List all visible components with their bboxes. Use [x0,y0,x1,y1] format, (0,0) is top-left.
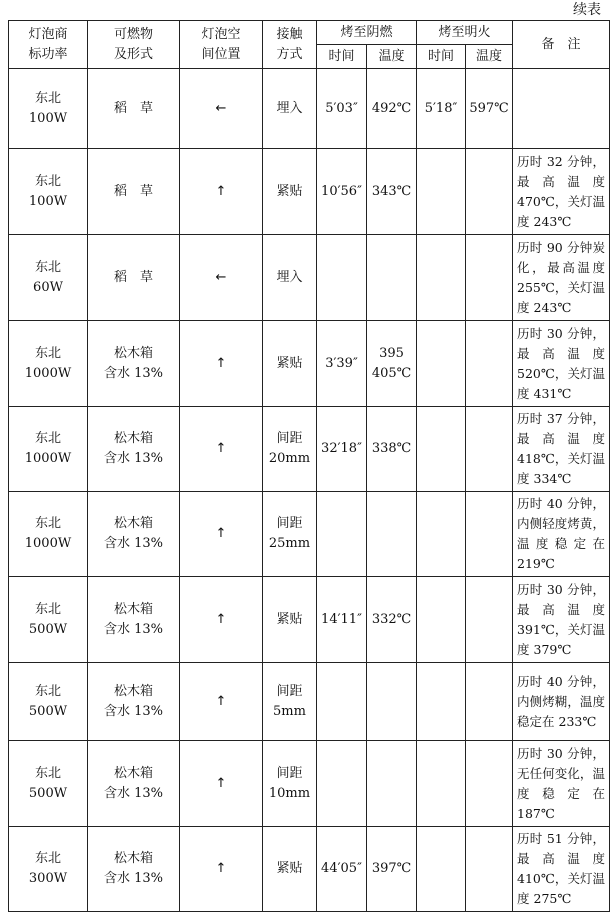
cell-lamp [9,407,88,492]
cell-lamp-line: 东北 [34,601,61,617]
cell-flame-time [417,235,466,321]
header-lamp-line: 灯泡商 [28,26,68,42]
cell-lamp-line: 500W [28,703,68,719]
cell-contact [263,235,317,321]
cell-flame-time [417,492,466,577]
header-lamp-line: 标功率 [28,46,68,62]
cell-flame-time [417,407,466,492]
header-position [180,21,263,69]
cell-smolder-temperature [367,492,417,577]
header-material-line: 及形式 [113,46,153,62]
cell-material-line: 含水 13% [103,871,164,886]
cell-remarks: 历时 30 分钟，最高温度 391℃，关灯温度 379℃ [513,577,610,663]
cell-material-line: 松木箱 [113,431,153,446]
cell-smolder-temperature [367,69,417,149]
cell-lamp [9,69,88,149]
cell-flame-temperature [466,577,513,663]
table-row [9,149,610,235]
cell-lamp-line: 东北 [34,259,61,275]
cell-flame-time [417,741,466,827]
cell-smolder-temperature-line: 405℃ [371,365,412,381]
cell-smolder-temperature [367,407,417,492]
cell-smolder-temperature [367,149,417,235]
table-row [9,663,610,741]
cell-smolder-time [317,235,367,321]
cell-material-line: 含水 13% [103,785,164,801]
cell-flame-time [417,577,466,663]
header-flame-time: 时间 [417,45,466,69]
cell-contact [263,407,317,492]
cell-flame-time [417,321,466,407]
cell-smolder-temperature [367,321,417,407]
cell-contact-line: 间距 [276,431,303,446]
cell-lamp-line: 1000W [24,451,72,466]
cell-lamp-line: 300W [28,871,68,886]
cell-lamp-line: 1000W [24,536,72,551]
cell-contact [263,741,317,827]
cell-remarks [513,69,610,149]
header-smolder-temperature: 温度 [367,45,417,69]
table-row [9,827,610,912]
table-row [9,321,610,407]
arrow-up-icon: ↑ [180,407,263,492]
cell-smolder-time: 3′39″ [317,321,367,407]
cell-smolder-temperature-line: 338℃ [371,441,412,456]
cell-contact [263,149,317,235]
header-position-line: 灯泡空 [201,26,241,42]
cell-remarks: 历时 40 分钟，内侧轻度烤黄，温度稳定在 219℃ [513,492,610,577]
cell-flame-temperature [466,492,513,577]
cell-remarks: 历时 90 分钟炭化，最高温度 255℃，关灯温度 243℃ [513,235,610,321]
cell-lamp-line: 东北 [34,431,61,446]
cell-material [88,577,180,663]
cell-contact [263,577,317,663]
cell-smolder-time: 14′11″ [317,577,367,663]
cell-contact [263,492,317,577]
cell-material-line: 含水 13% [103,703,164,719]
cell-remarks: 历时 32 分钟，最高温度 470℃，关灯温度 243℃ [513,149,610,235]
cell-flame-time [417,663,466,741]
cell-remarks: 历时 37 分钟，最高温度 418℃，关灯温度 334℃ [513,407,610,492]
arrow-up-icon: ↑ [180,149,263,235]
cell-flame-temperature [466,149,513,235]
cell-material [88,827,180,912]
cell-remarks: 历时 40 分钟，内侧烤糊，温度稳定在 233℃ [513,663,610,741]
cell-contact-line: 间距 [276,683,303,699]
cell-contact-line: 10mm [268,785,311,801]
cell-smolder-temperature [367,235,417,321]
cell-material-line: 稻 草 [113,100,153,116]
cell-material [88,407,180,492]
header-smolder-time: 时间 [317,45,367,69]
cell-contact [263,663,317,741]
header-remarks: 备 注 [513,21,610,69]
cell-material [88,741,180,827]
cell-smolder-time: 5′03″ [317,69,367,149]
cell-smolder-temperature-line: 395 [379,345,404,361]
cell-lamp-line: 500W [28,621,68,637]
cell-contact-line: 紧贴 [276,611,303,627]
cell-lamp-line: 东北 [34,516,61,531]
continued-table-caption: 续表 [573,2,601,18]
cell-flame-time: 5′18″ [417,69,466,149]
header-contact-line: 接触 [276,26,303,42]
cell-lamp [9,149,88,235]
cell-material [88,69,180,149]
table-body [9,69,610,912]
cell-smolder-time [317,663,367,741]
cell-material-line: 含水 13% [103,365,164,381]
cell-lamp [9,827,88,912]
cell-flame-temperature [466,235,513,321]
table-row [9,235,610,321]
cell-lamp-line: 东北 [34,345,61,361]
cell-flame-temperature [466,663,513,741]
cell-flame-time [417,827,466,912]
table-header [9,21,610,69]
cell-smolder-temperature-line: 397℃ [371,861,412,876]
header-material-line: 可燃物 [113,26,153,42]
cell-material-line: 松木箱 [113,765,153,781]
cell-material [88,149,180,235]
cell-lamp [9,663,88,741]
cell-material-line: 含水 13% [103,621,164,637]
cell-material-line: 松木箱 [113,601,153,617]
cell-smolder-time [317,492,367,577]
cell-contact-line: 埋入 [276,100,303,116]
cell-material-line: 稻 草 [113,183,153,199]
cell-material [88,663,180,741]
cell-lamp-line: 500W [28,785,68,801]
table-row [9,69,610,149]
cell-lamp-line: 东北 [34,90,61,106]
table-row [9,492,610,577]
cell-smolder-time: 44′05″ [317,827,367,912]
header-contact [263,21,317,69]
cell-lamp-line: 东北 [34,173,61,189]
arrow-left-icon: ← [180,69,263,149]
cell-contact-line: 间距 [276,765,303,781]
header-flame-temperature: 温度 [466,45,513,69]
cell-material [88,235,180,321]
header-material [88,21,180,69]
cell-material [88,321,180,407]
arrow-up-icon: ↑ [180,577,263,663]
cell-material [88,492,180,577]
cell-smolder-temperature [367,577,417,663]
cell-smolder-temperature [367,663,417,741]
cell-contact-line: 5mm [273,703,306,719]
cell-remarks: 历时 30 分钟，最高温度 520℃，关灯温度 431℃ [513,321,610,407]
header-position-line: 间位置 [201,46,241,62]
cell-flame-temperature [466,321,513,407]
table-row [9,741,610,827]
cell-flame-time [417,149,466,235]
cell-lamp [9,492,88,577]
cell-contact [263,69,317,149]
cell-smolder-temperature-line: 492℃ [371,100,412,116]
arrow-left-icon: ← [180,235,263,321]
cell-material-line: 松木箱 [113,345,153,361]
header-contact-line: 方式 [276,46,303,62]
cell-contact-line: 间距 [276,516,303,531]
cell-flame-temperature: 597℃ [466,69,513,149]
cell-material-line: 松木箱 [113,851,153,866]
cell-smolder-time [317,741,367,827]
cell-flame-temperature [466,407,513,492]
header-smolder-group: 烤至阴燃 [317,21,417,45]
cell-material-line: 稻 草 [113,269,153,285]
cell-lamp-line: 60W [33,279,63,295]
cell-smolder-temperature-line: 343℃ [371,183,412,199]
cell-smolder-temperature [367,741,417,827]
cell-contact-line: 紧贴 [276,183,303,199]
cell-lamp [9,235,88,321]
cell-flame-temperature [466,741,513,827]
arrow-up-icon: ↑ [180,492,263,577]
cell-contact [263,827,317,912]
cell-smolder-time: 32′18″ [317,407,367,492]
cell-remarks: 历时 51 分钟，最高温度 410℃，关灯温度 275℃ [513,827,610,912]
cell-smolder-temperature-line: 332℃ [371,611,412,627]
cell-lamp-line: 1000W [24,365,72,381]
cell-lamp [9,577,88,663]
arrow-up-icon: ↑ [180,741,263,827]
cell-lamp-line: 东北 [34,851,61,866]
cell-material-line: 含水 13% [103,536,164,551]
cell-contact [263,321,317,407]
cell-lamp-line: 100W [28,110,68,126]
cell-smolder-temperature [367,827,417,912]
cell-lamp-line: 东北 [34,765,61,781]
cell-contact-line: 25mm [268,536,311,551]
cell-material-line: 松木箱 [113,683,153,699]
cell-smolder-time: 10′56″ [317,149,367,235]
cell-flame-temperature [466,827,513,912]
cell-lamp-line: 东北 [34,683,61,699]
cell-remarks: 历时 30 分钟，无任何变化，温度稳定在 187℃ [513,741,610,827]
header-flame-group: 烤至明火 [417,21,513,45]
cell-contact-line: 紧贴 [276,861,303,876]
cell-lamp-line: 100W [28,193,68,209]
cell-contact-line: 20mm [268,451,311,466]
arrow-up-icon: ↑ [180,663,263,741]
arrow-up-icon: ↑ [180,321,263,407]
header-lamp [9,21,88,69]
lamp-ignition-test-table [8,20,610,912]
table-row [9,407,610,492]
cell-contact-line: 埋入 [276,269,303,285]
cell-contact-line: 紧贴 [276,355,303,371]
table-row [9,577,610,663]
cell-lamp [9,741,88,827]
cell-material-line: 松木箱 [113,516,153,531]
arrow-up-icon: ↑ [180,827,263,912]
cell-lamp [9,321,88,407]
cell-material-line: 含水 13% [103,451,164,466]
